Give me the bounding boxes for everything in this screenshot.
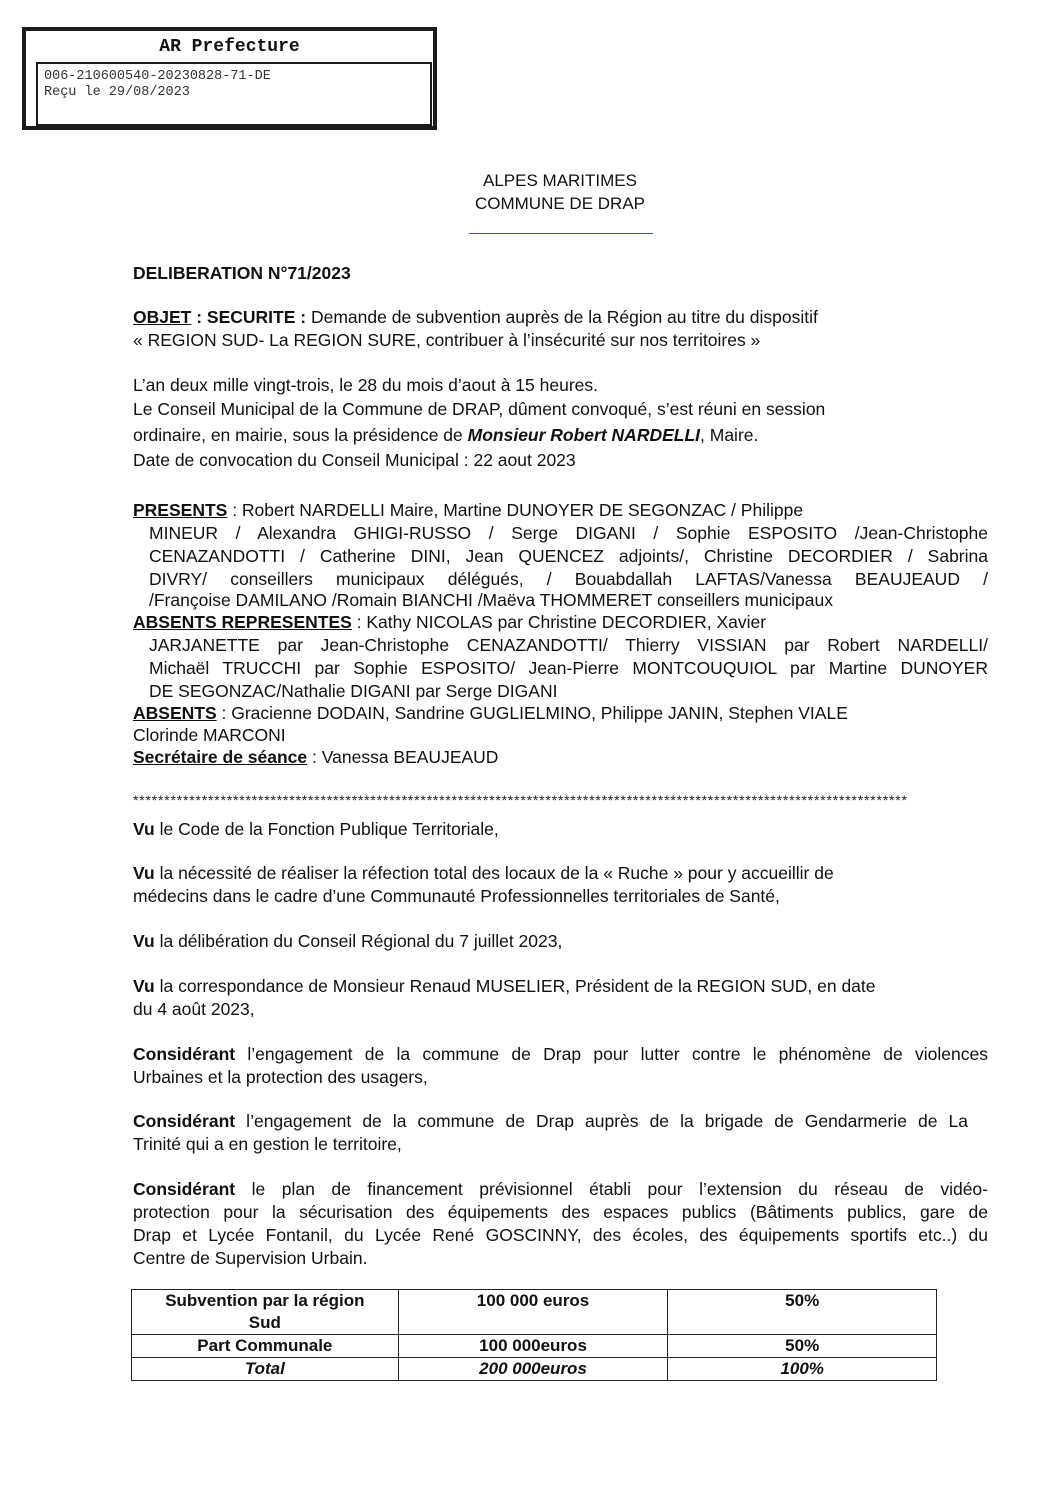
header-commune: COMMUNE DE DRAP (474, 194, 645, 213)
asterisk-separator: **************************************************************************************************************************** (133, 792, 908, 808)
table-row-region (132, 1290, 937, 1335)
amount-region: 100 000 euros (398, 1290, 668, 1335)
percent-commune: 50% (668, 1335, 937, 1358)
intro-line-4: Date de convocation du Conseil Municipal : 22 aout 2023 (133, 450, 576, 470)
considerant-paragraph-3: Considérant le plan de financement prévisionnel établi pour l’extension du réseau de vidéo- protection pour la sécurisation des équipements des espaces publics (Bâtiments publics, gare de Drap et Lycée Fontanil, du Lycée René GOSCINNY, des écoles, des équipements sportifs etc..) du Centre de Supervision Urbain. (133, 1179, 988, 1268)
considerant-paragraph-1: Considérant l’engagement de la commune de Drap pour lutter contre le phénomène de violences Urbaines et la protection des usagers, (133, 1044, 988, 1087)
vu-paragraph-1: Vu le Code de la Fonction Publique Territoriale, (133, 819, 499, 839)
deliberation-number: DELIBERATION N°71/2023 (133, 263, 351, 283)
presents-line-2: MINEUR / Alexandra GHIGI-RUSSO / Serge DIGANI / Sophie ESPOSITO /Jean-Christophe (149, 523, 988, 543)
ar-prefecture-stamp (22, 27, 437, 130)
secretaire-label: Secrétaire de séance (133, 747, 308, 767)
presents-label: PRESENTS (133, 500, 228, 520)
considerant-paragraph-2: Considérant l’engagement de la commune de Drap auprès de la brigade de Gendarmerie de La Trinité qui a en gestion le territoire, (133, 1111, 968, 1154)
financing-table (131, 1289, 937, 1381)
table-row-total (132, 1358, 937, 1381)
intro-line-3: ordinaire, en mairie, sous la présidence de Monsieur Robert NARDELLI, Maire. (133, 425, 759, 445)
presents-line-4: DIVRY/ conseillers municipaux délégués, / Bouabdallah LAFTAS/Vanessa BEAUJEAUD / (149, 569, 988, 589)
header-underline (469, 233, 653, 234)
stamp-details (36, 62, 432, 126)
vu-paragraph-4: Vu la correspondance de Monsieur Renaud MUSELIER, Président de la REGION SUD, en date du 4 août 2023, (133, 976, 876, 1019)
intro-line-2: Le Conseil Municipal de la Commune de DRAP, dûment convoqué, s’est réuni en session (133, 399, 826, 419)
presents-line-3: CENAZANDOTTI / Catherine DINI, Jean QUENCEZ adjoints/, Christine DECORDIER / Sabrina (149, 546, 988, 566)
absents-representes-line-4: DE SEGONZAC/Nathalie DIGANI par Serge DIGANI (149, 681, 558, 701)
absents-line-2: Clorinde MARCONI (133, 725, 286, 745)
absents-representes-line-1: ABSENTS REPRESENTES : Kathy NICOLAS par Christine DECORDIER, Xavier (133, 612, 767, 632)
objet-topic: SECURITE : (206, 307, 307, 327)
stamp-received-date: Reçu le 29/08/2023 (44, 85, 190, 100)
objet-label: OBJET (133, 307, 192, 327)
presents-line-5: /Françoise DAMILANO /Romain BIANCHI /Maëva THOMMERET conseillers municipaux (149, 590, 833, 610)
objet-line-2: « REGION SUD- La REGION SURE, contribuer à l’insécurité sur nos territoires » (133, 330, 761, 350)
row-label-region: Subvention par la région Sud (132, 1290, 399, 1335)
percent-region: 50% (668, 1290, 937, 1335)
secretaire-line: Secrétaire de séance : Vanessa BEAUJEAUD (133, 747, 499, 767)
absents-representes-label: ABSENTS REPRESENTES (133, 612, 352, 632)
stamp-reference: 006-210600540-20230828-71-DE (44, 69, 271, 84)
row-label-total: Total (132, 1358, 399, 1381)
row-label-commune: Part Communale (132, 1335, 399, 1358)
percent-total: 100% (668, 1358, 937, 1381)
absents-label: ABSENTS (133, 703, 217, 723)
table-row-commune (132, 1335, 937, 1358)
header-department: ALPES MARITIMES (483, 171, 637, 190)
intro-line-1: L’an deux mille vingt-trois, le 28 du mois d’aout à 15 heures. (133, 375, 598, 395)
amount-commune: 100 000euros (398, 1335, 668, 1358)
absents-line-1: ABSENTS : Gracienne DODAIN, Sandrine GUGLIELMINO, Philippe JANIN, Stephen VIALE (133, 703, 848, 723)
stamp-title: AR Prefecture (159, 37, 300, 57)
objet-line-1: OBJET : SECURITE : Demande de subvention auprès de la Région au titre du dispositif (133, 307, 818, 327)
presents-line-1: PRESENTS : Robert NARDELLI Maire, Martine DUNOYER DE SEGONZAC / Philippe (133, 500, 804, 520)
vu-paragraph-2: Vu la nécessité de réaliser la réfection total des locaux de la « Ruche » pour y accueillir de médecins dans le cadre d’une Communauté Professionnelles territoriales de Santé, (133, 863, 834, 906)
amount-total: 200 000euros (398, 1358, 668, 1381)
absents-representes-line-2: JARJANETTE par Jean-Christophe CENAZANDOTTI/ Thierry VISSIAN par Robert NARDELLI/ (149, 635, 988, 655)
absents-representes-line-3: Michaël TRUCCHI par Sophie ESPOSITO/ Jean-Pierre MONTCOUQUIOL par Martine DUNOYER (149, 658, 988, 678)
vu-paragraph-3: Vu la délibération du Conseil Régional du 7 juillet 2023, (133, 931, 563, 951)
mayor-name: Monsieur Robert NARDELLI (467, 425, 701, 445)
